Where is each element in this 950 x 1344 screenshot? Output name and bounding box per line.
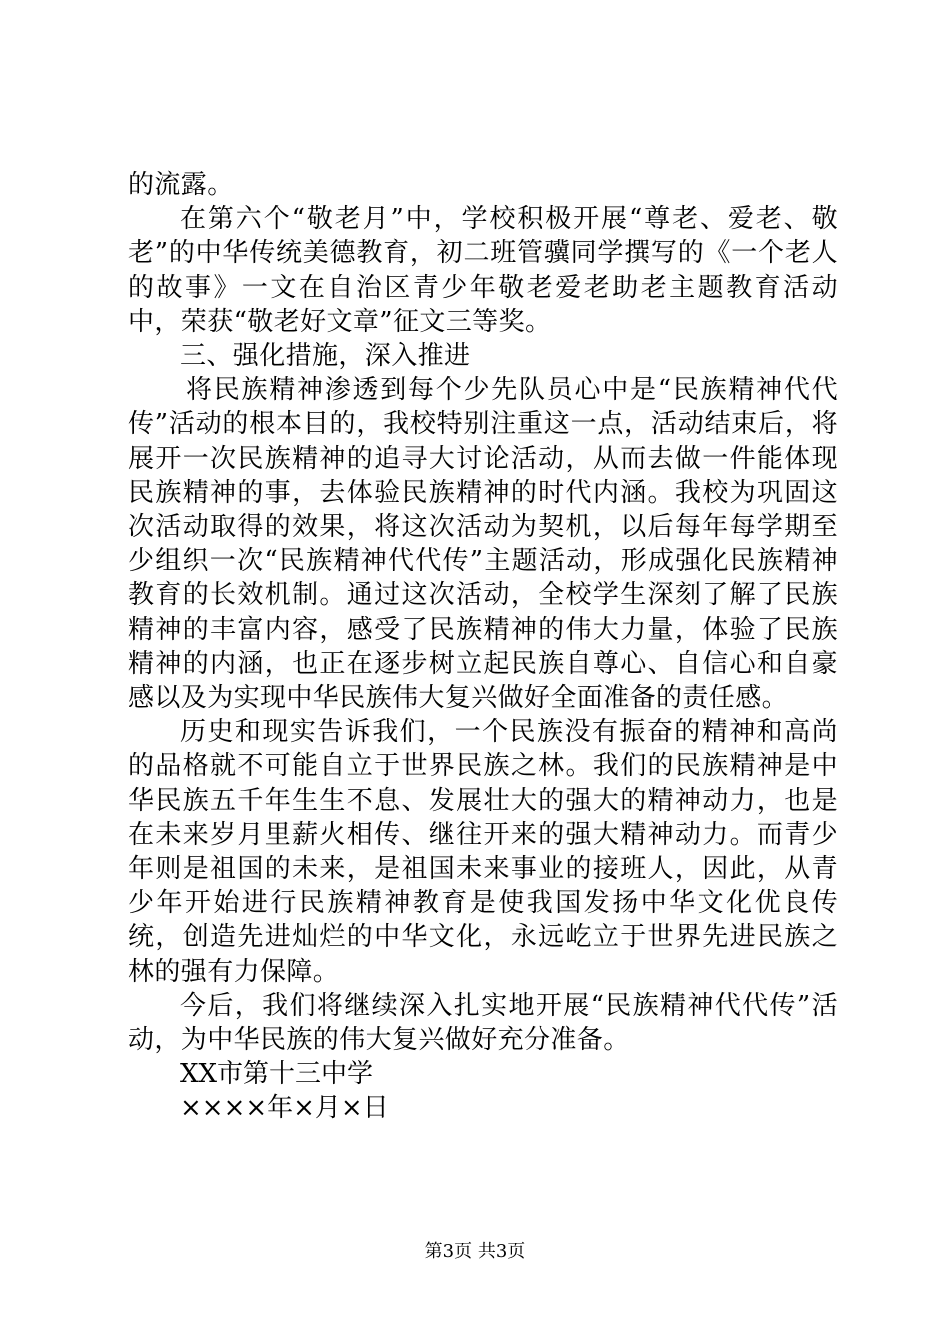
paragraph-future-plans: 今后，我们将继续深入扎实地开展“民族精神代代传”活动，为中华民族的伟大复兴做好充分准备。: [128, 990, 838, 1056]
signature-date: ××××年×月×日: [180, 1093, 389, 1124]
paragraph-respect-elderly-month: 在第六个“敬老月”中，学校积极开展“尊老、爱老、敬老”的中华传统美德教育，初二班管骥同学撰写的《一个老人的故事》一文在自治区青少年敬老爱老助老主题教育活动中，荣获“敬老好文章”征文三等奖。: [128, 204, 838, 337]
paragraph-history-reality: 历史和现实告诉我们，一个民族没有振奋的精神和高尚的品格就不可能自立于世界民族之林。我们的民族精神是中华民族五千年生生不息、发展壮大的强大的精神动力，也是在未来岁月里薪火相传、继往开来的强大精神动力。而青少年则是祖国的未来，是祖国未来事业的接班人，因此，从青少年开始进行民族精神教育是使我国发扬中华文化优良传统，创造先进灿烂的中华文化，永远屹立于世界先进民族之林的强有力保障。: [128, 717, 838, 987]
signature-organization: XX市第十三中学: [180, 1059, 374, 1090]
paragraph-continuation: 的流露。: [128, 170, 234, 200]
document-body: [128, 168, 838, 1126]
paragraph-national-spirit: 将民族精神渗透到每个少先队员心中是“民族精神代代传”活动的根本目的，我校特别注重这一点，活动结束后，将展开一次民族精神的追寻大讨论活动，从而去做一件能体现民族精神的事，去体验民族精神的时代内涵。我校为巩固这次活动取得的效果，将这次活动为契机，以后每年每学期至少组织一次“民族精神代代传”主题活动，形成强化民族精神教育的长效机制。通过这次活动，全校学生深刻了解了民族精神的丰富内容，感受了民族精神的伟大力量，体验了民族精神的内涵，也正在逐步树立起民族自尊心、自信心和自豪感以及为实现中华民族伟大复兴做好全面准备的责任感。: [128, 375, 838, 714]
section-heading-3: 三、强化措施，深入推进: [180, 341, 471, 372]
page-footer: 第3页 共3页: [424, 1241, 526, 1262]
